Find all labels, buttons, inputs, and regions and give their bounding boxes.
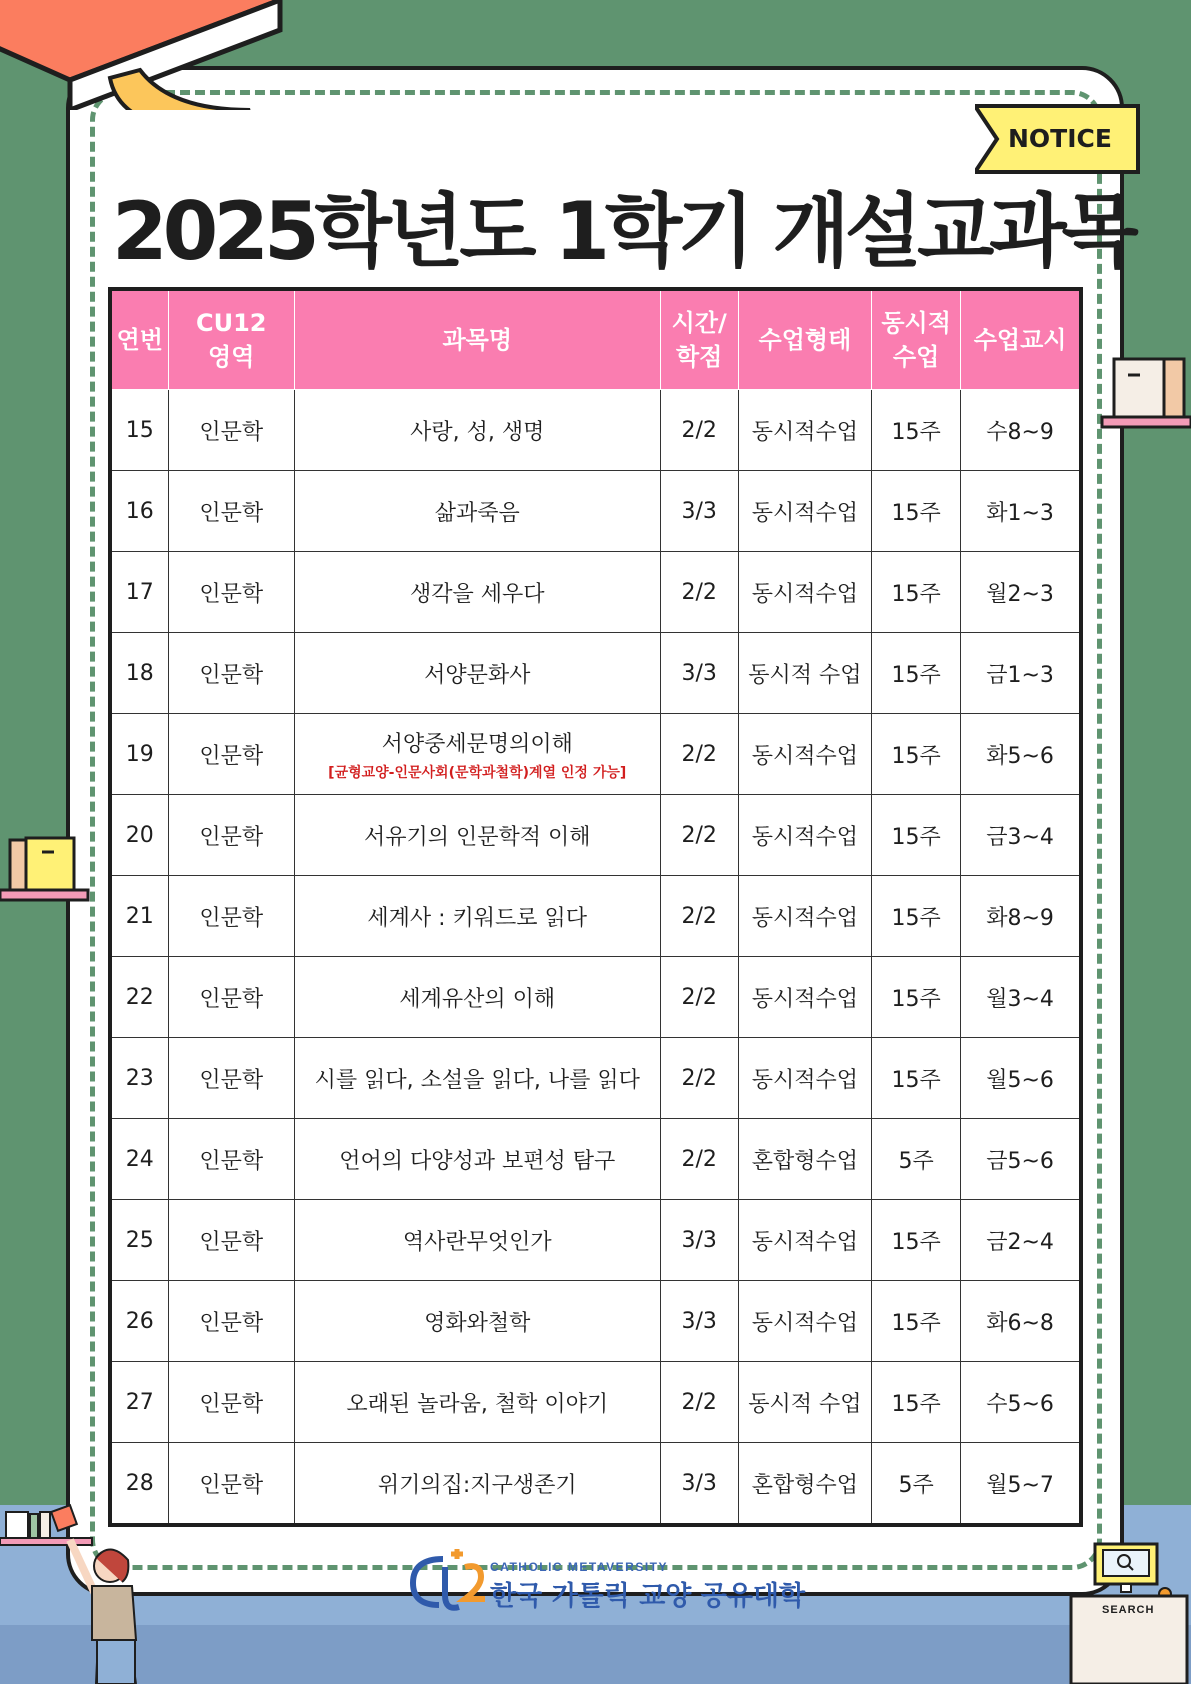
cell-no: 19 xyxy=(110,714,168,795)
cell-period: 월5~6 xyxy=(961,1038,1081,1119)
cell-type: 동시적수업 xyxy=(738,957,871,1038)
col-header-area: CU12 영역 xyxy=(168,289,294,390)
table-row xyxy=(110,876,1081,957)
logo-subtitle: CATHOLIC METAVERSITY xyxy=(490,1560,668,1574)
course-note: [균형교양-인문사회(문학과철학)계열 인정 가능] xyxy=(328,764,627,781)
cell-period: 금3~4 xyxy=(961,795,1081,876)
course-title: 삶과죽음 xyxy=(434,500,520,526)
cell-area: 인문학 xyxy=(168,1362,294,1443)
col-header-period: 수업교시 xyxy=(961,289,1081,390)
cell-no: 27 xyxy=(110,1362,168,1443)
table-row xyxy=(110,714,1081,795)
col-header-type: 수업형태 xyxy=(738,289,871,390)
col-header-credit: 시간/ 학점 xyxy=(660,289,738,390)
cell-type: 동시적수업 xyxy=(738,1281,871,1362)
cell-area: 인문학 xyxy=(168,633,294,714)
cell-period: 금2~4 xyxy=(961,1200,1081,1281)
course-title: 언어의 다양성과 보편성 탐구 xyxy=(339,1148,616,1174)
cell-credit: 2/2 xyxy=(660,1362,738,1443)
cell-weeks: 15주 xyxy=(872,390,961,471)
cell-course xyxy=(294,1362,660,1443)
cell-period: 월2~3 xyxy=(961,552,1081,633)
shelf-book-icon-left xyxy=(0,830,90,910)
table-row xyxy=(110,552,1081,633)
cell-credit: 2/2 xyxy=(660,876,738,957)
course-title: 세계유산의 이해 xyxy=(399,986,556,1012)
table-row xyxy=(110,957,1081,1038)
cell-area: 인문학 xyxy=(168,714,294,795)
course-title: 위기의집:지구생존기 xyxy=(377,1472,577,1498)
table-row xyxy=(110,1281,1081,1362)
cell-type: 동시적수업 xyxy=(738,1038,871,1119)
cell-period: 월3~4 xyxy=(961,957,1081,1038)
cell-course xyxy=(294,1443,660,1526)
cell-weeks: 5주 xyxy=(872,1119,961,1200)
cell-type: 동시적수업 xyxy=(738,552,871,633)
table-row xyxy=(110,1119,1081,1200)
table-row xyxy=(110,471,1081,552)
cell-no: 26 xyxy=(110,1281,168,1362)
table-header-row xyxy=(110,289,1081,390)
course-title: 서양문화사 xyxy=(424,662,531,688)
cell-credit: 2/2 xyxy=(660,714,738,795)
cell-no: 15 xyxy=(110,390,168,471)
cell-area: 인문학 xyxy=(168,795,294,876)
notice-badge: NOTICE xyxy=(1008,124,1112,153)
cell-period: 금1~3 xyxy=(961,633,1081,714)
cell-weeks: 15주 xyxy=(872,714,961,795)
cell-area: 인문학 xyxy=(168,390,294,471)
cell-weeks: 15주 xyxy=(872,471,961,552)
cell-no: 17 xyxy=(110,552,168,633)
cell-no: 25 xyxy=(110,1200,168,1281)
cell-no: 16 xyxy=(110,471,168,552)
cell-type: 동시적수업 xyxy=(738,1200,871,1281)
course-title: 서양중세문명의이해 xyxy=(381,731,573,757)
cell-course xyxy=(294,1119,660,1200)
table-row xyxy=(110,633,1081,714)
cell-type: 동시적수업 xyxy=(738,390,871,471)
course-title: 오래된 놀라움, 철학 이야기 xyxy=(346,1391,609,1417)
cell-no: 23 xyxy=(110,1038,168,1119)
cell-no: 22 xyxy=(110,957,168,1038)
cell-course xyxy=(294,957,660,1038)
cell-no: 18 xyxy=(110,633,168,714)
table-row xyxy=(110,1362,1081,1443)
cell-course xyxy=(294,1038,660,1119)
cell-area: 인문학 xyxy=(168,1443,294,1526)
cell-weeks: 15주 xyxy=(872,1038,961,1119)
cell-course xyxy=(294,633,660,714)
course-title: 생각을 세우다 xyxy=(409,581,545,607)
col-header-course: 과목명 xyxy=(294,289,660,390)
cell-period: 화6~8 xyxy=(961,1281,1081,1362)
cell-credit: 3/3 xyxy=(660,1281,738,1362)
cell-period: 월5~7 xyxy=(961,1443,1081,1526)
cell-credit: 2/2 xyxy=(660,1119,738,1200)
col-header-no: 연번 xyxy=(110,289,168,390)
cell-type: 혼합형수업 xyxy=(738,1443,871,1526)
search-label: SEARCH xyxy=(1102,1604,1155,1616)
cell-area: 인문학 xyxy=(168,471,294,552)
course-title: 서유기의 인문학적 이해 xyxy=(363,824,591,850)
logo-name: 한국 가톨릭 교양 공유대학 xyxy=(490,1581,806,1612)
cell-credit: 2/2 xyxy=(660,795,738,876)
table-row xyxy=(110,1443,1081,1526)
cell-weeks: 5주 xyxy=(872,1443,961,1526)
cell-no: 20 xyxy=(110,795,168,876)
book-icon xyxy=(0,0,310,110)
cell-period: 수5~6 xyxy=(961,1362,1081,1443)
cell-credit: 2/2 xyxy=(660,1038,738,1119)
cell-type: 동시적수업 xyxy=(738,876,871,957)
cell-no: 24 xyxy=(110,1119,168,1200)
cell-period: 화8~9 xyxy=(961,876,1081,957)
cell-weeks: 15주 xyxy=(872,552,961,633)
cell-period: 화5~6 xyxy=(961,714,1081,795)
cell-course xyxy=(294,1281,660,1362)
course-table xyxy=(108,287,1083,1527)
cell-area: 인문학 xyxy=(168,1281,294,1362)
cell-type: 동시적수업 xyxy=(738,471,871,552)
cell-area: 인문학 xyxy=(168,1119,294,1200)
cell-type: 동시적 수업 xyxy=(738,1362,871,1443)
cell-area: 인문학 xyxy=(168,876,294,957)
table-row xyxy=(110,1038,1081,1119)
table-row xyxy=(110,1200,1081,1281)
table-row xyxy=(110,795,1081,876)
cell-course xyxy=(294,714,660,795)
course-title: 사랑, 성, 생명 xyxy=(410,419,545,445)
cell-credit: 2/2 xyxy=(660,390,738,471)
cell-no: 28 xyxy=(110,1443,168,1526)
cell-credit: 3/3 xyxy=(660,1443,738,1526)
cell-course xyxy=(294,876,660,957)
course-title: 역사란무엇인가 xyxy=(402,1229,552,1255)
cell-period: 화1~3 xyxy=(961,471,1081,552)
cell-credit: 3/3 xyxy=(660,1200,738,1281)
cell-credit: 3/3 xyxy=(660,471,738,552)
cell-credit: 2/2 xyxy=(660,957,738,1038)
cell-area: 인문학 xyxy=(168,1200,294,1281)
cell-credit: 2/2 xyxy=(660,552,738,633)
cell-course xyxy=(294,795,660,876)
course-title: 시를 읽다, 소설을 읽다, 나를 읽다 xyxy=(314,1067,640,1093)
cell-area: 인문학 xyxy=(168,1038,294,1119)
course-title: 영화와철학 xyxy=(424,1310,531,1336)
cell-course xyxy=(294,1200,660,1281)
cell-area: 인문학 xyxy=(168,957,294,1038)
cell-type: 동시적수업 xyxy=(738,795,871,876)
cell-type: 동시적수업 xyxy=(738,714,871,795)
cell-weeks: 15주 xyxy=(872,1200,961,1281)
cell-weeks: 15주 xyxy=(872,1281,961,1362)
cell-weeks: 15주 xyxy=(872,876,961,957)
cell-weeks: 15주 xyxy=(872,1362,961,1443)
cell-area: 인문학 xyxy=(168,552,294,633)
cell-no: 21 xyxy=(110,876,168,957)
page-title: 2025학년도 1학기 개설교과목 xyxy=(112,185,1134,278)
cell-course xyxy=(294,552,660,633)
student-illustration-icon xyxy=(0,1500,150,1684)
cell-period: 금5~6 xyxy=(961,1119,1081,1200)
course-title: 세계사 : 키워드로 읽다 xyxy=(367,905,588,931)
table-row xyxy=(110,390,1081,471)
cell-period: 수8~9 xyxy=(961,390,1081,471)
cell-credit: 3/3 xyxy=(660,633,738,714)
cell-type: 혼합형수업 xyxy=(738,1119,871,1200)
cell-course xyxy=(294,471,660,552)
cell-weeks: 15주 xyxy=(872,957,961,1038)
col-header-weeks: 동시적 수업 xyxy=(872,289,961,390)
cell-type: 동시적 수업 xyxy=(738,633,871,714)
cell-course xyxy=(294,390,660,471)
shelf-book-icon xyxy=(1100,355,1191,435)
cell-weeks: 15주 xyxy=(872,633,961,714)
floor-band-lower xyxy=(0,1625,1191,1684)
cell-weeks: 15주 xyxy=(872,795,961,876)
